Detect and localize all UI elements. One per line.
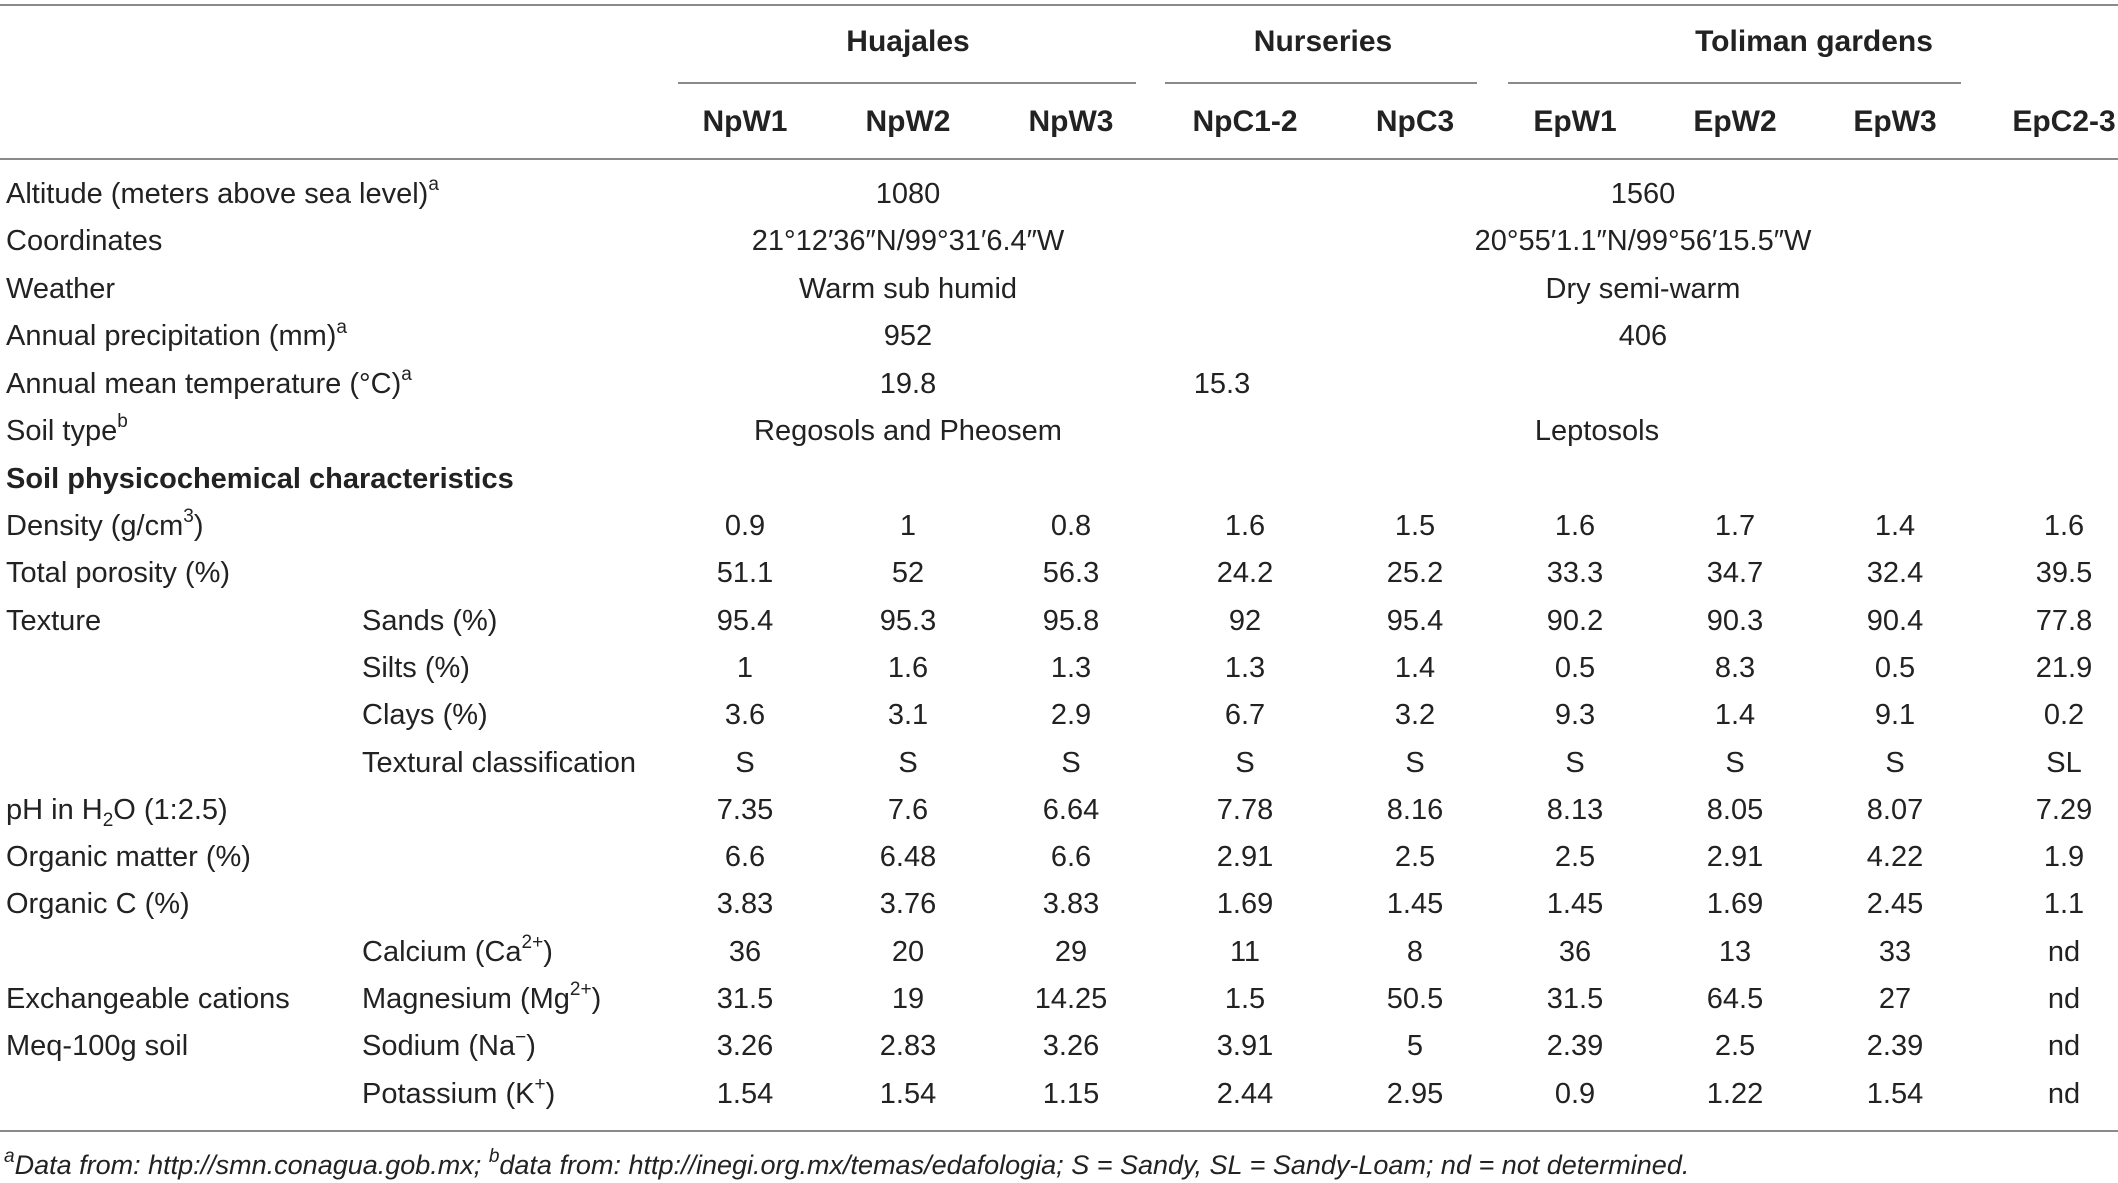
table-cell: 1.6 bbox=[2043, 510, 2085, 542]
table-cell: 8.13 bbox=[1546, 793, 1604, 826]
footnote-b-mark: b bbox=[488, 1146, 500, 1167]
table-cell: S bbox=[1405, 746, 1425, 779]
column-header-npc1-2: NpC1-2 bbox=[1192, 105, 1298, 138]
table-cell: S bbox=[1061, 746, 1081, 779]
table-cell: 6.6 bbox=[1050, 841, 1092, 874]
row-sublabel: Sands (%) bbox=[362, 604, 498, 637]
table-cell: S bbox=[735, 746, 755, 779]
row-label-text: Coordinates bbox=[6, 225, 163, 258]
table-cell: 39.5 bbox=[2035, 557, 2093, 590]
table-cell: 1.54 bbox=[879, 1077, 937, 1110]
table-cell: 20 bbox=[891, 935, 925, 968]
table-cell: S bbox=[898, 746, 918, 779]
table-cell: 5 bbox=[1406, 1030, 1424, 1063]
site-value-huajales: 21°12′36″N/99°31′6.4″W bbox=[751, 225, 1065, 258]
table-cell: 0.9 bbox=[724, 510, 766, 542]
column-header-npw1: NpW1 bbox=[702, 105, 788, 138]
column-header-epw1: EpW1 bbox=[1533, 105, 1617, 138]
table-cell: 95.8 bbox=[1042, 604, 1100, 637]
column-header-epw2: EpW2 bbox=[1693, 105, 1777, 138]
footnote-marker: a bbox=[401, 363, 412, 385]
table-cell: 95.4 bbox=[716, 604, 774, 637]
row-label-text: Annual mean temperature (°C) bbox=[6, 367, 402, 400]
row-label: Density $(g/cm^3)$ bbox=[6, 506, 204, 542]
table-cell: 6.48 bbox=[879, 841, 937, 874]
table-cell: S bbox=[1725, 746, 1745, 779]
superscript: − bbox=[515, 1026, 527, 1048]
table-cell: 56.3 bbox=[1042, 557, 1100, 590]
footnote-a-text: Data from: http://smn.conagua.gob.mx; bbox=[14, 1150, 489, 1180]
table-cell: 31.5 bbox=[1546, 983, 1604, 1015]
table-cell: 50.5 bbox=[1386, 983, 1444, 1015]
site-value-huajales: Regosols and Pheosem bbox=[754, 415, 1062, 447]
table-cell: 51.1 bbox=[716, 557, 774, 590]
table-cell: 3.2 bbox=[1394, 699, 1436, 732]
table-cell: 6.7 bbox=[1224, 699, 1266, 732]
table-cell: 0.5 bbox=[1554, 651, 1596, 684]
table-cell: 32.4 bbox=[1866, 557, 1924, 590]
table-cell: 0.9 bbox=[1554, 1077, 1596, 1110]
table-cell: 2.5 bbox=[1714, 1030, 1756, 1063]
column-header-epc2-3: EpC2-3 bbox=[2012, 105, 2116, 138]
row-sublabel: Silts (%) bbox=[362, 651, 470, 684]
table-cell: 77.8 bbox=[2035, 604, 2093, 637]
table-cell: 3.91 bbox=[1216, 1030, 1274, 1063]
table-bottom-rule bbox=[0, 1130, 2118, 1132]
table-cell: 52 bbox=[891, 557, 925, 590]
table-cell: SL bbox=[2046, 746, 2082, 779]
row-label bbox=[6, 413, 128, 449]
table-top-rule bbox=[0, 4, 2118, 6]
table-cell: 1.7 bbox=[1714, 510, 1756, 542]
row-label: Organic matter (%) bbox=[6, 841, 251, 874]
table-cell: 6.64 bbox=[1042, 793, 1100, 826]
section-heading: Soil physicochemical characteristics bbox=[6, 463, 514, 495]
site-value-huajales: Warm sub humid bbox=[798, 272, 1018, 305]
table-cell: 2.39 bbox=[1546, 1030, 1604, 1063]
table-cell: 29 bbox=[1054, 935, 1088, 968]
table-cell: 1.6 bbox=[1224, 510, 1266, 542]
table-cell: 3.76 bbox=[879, 888, 937, 921]
table-footnote bbox=[4, 1148, 1689, 1182]
row-sublabel: Calcium $(Ca^{2+})$ bbox=[362, 932, 553, 968]
column-header-npc3: NpC3 bbox=[1375, 105, 1455, 138]
table-cell: 90.2 bbox=[1546, 604, 1604, 637]
superscript: 3 bbox=[183, 506, 194, 528]
row-sublabel: Magnesium $(Mg^{2+})$ bbox=[362, 979, 602, 1015]
table-cell: 3.26 bbox=[1042, 1030, 1100, 1063]
site-value-toliman: 20°55′1.1″N/99°56′15.5″W bbox=[1474, 225, 1812, 258]
site-value-toliman: 406 bbox=[1618, 320, 1668, 353]
table-cell: 1.69 bbox=[1706, 888, 1764, 921]
table-cell: S bbox=[1565, 746, 1585, 779]
table-cell: 36 bbox=[728, 935, 762, 968]
table-cell: 1.22 bbox=[1706, 1077, 1764, 1110]
table-cell: 33 bbox=[1878, 935, 1912, 968]
table-cell: 1.6 bbox=[1554, 510, 1596, 542]
table-cell: 27 bbox=[1878, 983, 1912, 1015]
row-sublabel: Sodium (Na−) bbox=[362, 1026, 536, 1063]
table-cell: 2.5 bbox=[1554, 841, 1596, 874]
table-cell: 2.95 bbox=[1386, 1077, 1444, 1110]
table-cell: 1.45 bbox=[1546, 888, 1604, 921]
superscript: + bbox=[534, 1073, 546, 1095]
table-cell: nd bbox=[2047, 1030, 2081, 1063]
row-label: Total porosity (%) bbox=[6, 557, 231, 590]
table-cell: 8.3 bbox=[1714, 651, 1756, 684]
table-cell: 2.44 bbox=[1216, 1077, 1274, 1110]
row-label bbox=[6, 271, 115, 307]
table-cell: 92 bbox=[1228, 604, 1262, 637]
row-label: pH in $H_2O$ (1:2.5) bbox=[6, 793, 228, 831]
table-cell: 95.3 bbox=[879, 604, 937, 637]
table-cell: 1 bbox=[899, 510, 917, 542]
table-cell: 95.4 bbox=[1386, 604, 1444, 637]
table-cell: 34.7 bbox=[1706, 557, 1764, 590]
table-cell: 1.4 bbox=[1714, 699, 1756, 732]
table-cell: 2.5 bbox=[1394, 841, 1436, 874]
table-cell: 11 bbox=[1229, 935, 1261, 968]
site-value-toliman: 15.3 bbox=[1193, 367, 1251, 400]
table-cell: nd bbox=[2047, 983, 2081, 1015]
row-label-text: Weather bbox=[6, 272, 116, 305]
table-cell: 1.5 bbox=[1224, 983, 1266, 1015]
table-cell: 1.4 bbox=[1394, 651, 1436, 684]
table-cell: 2.39 bbox=[1866, 1030, 1924, 1063]
subscript: 2 bbox=[102, 809, 114, 831]
table-cell: 1.54 bbox=[1866, 1077, 1924, 1110]
table-cell: 9.3 bbox=[1554, 699, 1596, 732]
footnote-marker: b bbox=[117, 411, 128, 433]
table-cell: 19 bbox=[891, 983, 925, 1015]
header-bottom-rule bbox=[0, 158, 2118, 160]
table-cell: 1.3 bbox=[1050, 651, 1092, 684]
table-cell: 90.4 bbox=[1866, 604, 1924, 637]
table-cell: 3.26 bbox=[716, 1030, 774, 1063]
table-cell: 0.5 bbox=[1874, 651, 1916, 684]
table-cell: 3.6 bbox=[724, 699, 766, 732]
table-cell: 1.4 bbox=[1874, 510, 1916, 542]
table-cell: 1.54 bbox=[716, 1077, 774, 1110]
footnote-marker: a bbox=[336, 316, 347, 338]
row-label: Organic C (%) bbox=[6, 888, 190, 921]
table-cell: 3.1 bbox=[887, 699, 929, 732]
table-cell: 9.1 bbox=[1874, 699, 1916, 732]
exchangeable-cations-label: Exchangeable cations bbox=[6, 983, 290, 1015]
table-cell: 0.2 bbox=[2043, 699, 2085, 732]
table-cell: 0.8 bbox=[1050, 510, 1092, 542]
superscript: 2+ bbox=[569, 979, 592, 1001]
table-cell: 14.25 bbox=[1034, 983, 1108, 1015]
table-cell: 7.6 bbox=[887, 793, 929, 826]
row-label bbox=[6, 318, 347, 354]
row-label-text: Annual precipitation (mm) bbox=[6, 320, 337, 353]
table-cell: 7.29 bbox=[2035, 793, 2093, 826]
table-cell: 21.9 bbox=[2035, 651, 2093, 684]
table-cell: 8.07 bbox=[1866, 793, 1924, 826]
texture-group-label: Texture bbox=[6, 604, 102, 637]
row-sublabel: Textural classification bbox=[362, 746, 636, 779]
column-header-npw3: NpW3 bbox=[1028, 105, 1114, 138]
table-cell: 25.2 bbox=[1386, 557, 1444, 590]
group-underline-huajales bbox=[678, 82, 1136, 84]
table-cell: 2.9 bbox=[1050, 699, 1092, 732]
table-cell: 1.6 bbox=[887, 651, 929, 684]
row-label bbox=[6, 223, 162, 259]
table-cell: 33.3 bbox=[1546, 557, 1604, 590]
table-cell: S bbox=[1885, 746, 1905, 779]
table-cell: 1.9 bbox=[2043, 841, 2085, 874]
table-cell: 31.5 bbox=[716, 983, 774, 1015]
footnote-marker: a bbox=[428, 174, 439, 196]
table-cell: 1.3 bbox=[1224, 651, 1266, 684]
row-label-text: Altitude (meters above sea level) bbox=[6, 178, 429, 210]
table-cell: 36 bbox=[1558, 935, 1592, 968]
table-cell: 8 bbox=[1406, 935, 1424, 968]
table-cell: 90.3 bbox=[1706, 604, 1764, 637]
table-cell: 3.83 bbox=[1042, 888, 1100, 921]
site-value-huajales: 952 bbox=[883, 320, 933, 353]
table-cell: 1.15 bbox=[1042, 1077, 1100, 1110]
table-cell: 1.45 bbox=[1386, 888, 1444, 921]
table-cell: 1 bbox=[736, 651, 754, 684]
table-cell: 7.78 bbox=[1216, 793, 1274, 826]
row-sublabel: Clays (%) bbox=[362, 699, 488, 732]
column-header-npw2: NpW2 bbox=[865, 105, 951, 138]
table-cell: 7.35 bbox=[716, 793, 774, 826]
row-label bbox=[6, 176, 439, 212]
footnote-a-mark: a bbox=[4, 1146, 15, 1167]
group-underline-toliman bbox=[1508, 82, 1961, 84]
table-cell: 24.2 bbox=[1216, 557, 1274, 590]
table-cell: 2.45 bbox=[1866, 888, 1924, 921]
table-cell: 64.5 bbox=[1706, 983, 1764, 1015]
site-value-toliman: Dry semi-warm bbox=[1545, 272, 1741, 305]
group-underline-nurseries bbox=[1165, 82, 1477, 84]
table-cell: 4.22 bbox=[1866, 841, 1924, 874]
row-label bbox=[6, 363, 412, 402]
table-cell: 2.83 bbox=[879, 1030, 937, 1063]
table-cell: 8.05 bbox=[1706, 793, 1764, 826]
row-label-text: Soil type bbox=[6, 415, 118, 447]
meq-unit-label: Meq-100g soil bbox=[6, 1030, 189, 1063]
row-sublabel: Potassium (K+) bbox=[362, 1073, 556, 1110]
table-cell: S bbox=[1235, 746, 1255, 779]
site-value-huajales: 1080 bbox=[875, 178, 941, 210]
site-value-toliman: Leptosols bbox=[1534, 415, 1660, 447]
table-cell: 8.16 bbox=[1386, 793, 1444, 826]
site-value-toliman: 1560 bbox=[1610, 178, 1676, 210]
table-cell: nd bbox=[2047, 935, 2081, 968]
table-cell: 3.83 bbox=[716, 888, 774, 921]
column-header-epw3: EpW3 bbox=[1853, 105, 1937, 138]
site-value-huajales: 19.8 bbox=[879, 367, 937, 400]
table-cell: 13 bbox=[1718, 935, 1752, 968]
table-cell: 2.91 bbox=[1216, 841, 1274, 874]
superscript: 2+ bbox=[521, 932, 544, 954]
footnote-b-text: data from: http://inegi.org.mx/temas/edafologia; S = Sandy, SL = Sandy-Loam; nd = not determined. bbox=[499, 1150, 1690, 1180]
group-header-1: Nurseries bbox=[1253, 25, 1393, 58]
group-header-0: Huajales bbox=[846, 25, 970, 58]
table-cell: 1.1 bbox=[2043, 888, 2085, 921]
table-cell: 6.6 bbox=[724, 841, 766, 874]
table-cell: 1.69 bbox=[1216, 888, 1274, 921]
table-cell: 2.91 bbox=[1706, 841, 1764, 874]
table-cell: 1.5 bbox=[1394, 510, 1436, 542]
group-header-2: Toliman gardens bbox=[1695, 25, 1933, 58]
table-cell: nd bbox=[2047, 1077, 2081, 1110]
